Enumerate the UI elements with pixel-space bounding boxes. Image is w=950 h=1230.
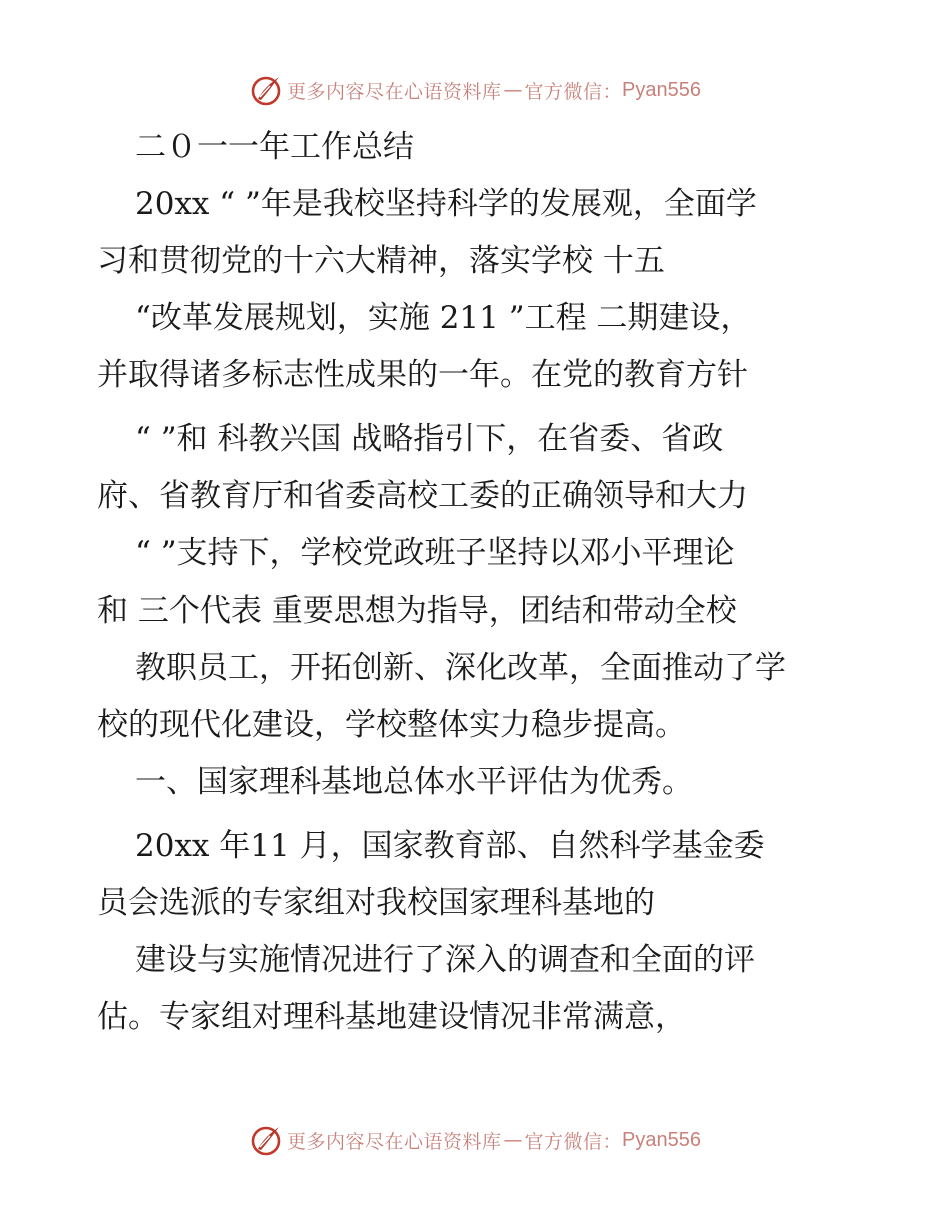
watermark-official-label: 官方微信： (524, 1130, 623, 1153)
body-line: 20xx “ ”年是我校坚持科学的发展观，全面学 (135, 186, 757, 222)
body-line: “ ”支持下，学校党政班子坚持以邓小平理论 (135, 535, 735, 571)
watermark-wechat-id: Pyan556 (622, 1128, 701, 1151)
body-line: 估。专家组对理科基地建设情况非常满意， (97, 999, 686, 1035)
body-line: 教职员工，开拓创新、深化改革，全面推动了学 (135, 650, 786, 686)
body-line: 府、省教育厅和省委高校工委的正确领导和大力 (97, 478, 748, 514)
body-line: 习和贯彻党的十六大精神，落实学校 十五 (97, 243, 665, 279)
quill-logo-icon (249, 1123, 283, 1157)
body-line: 校的现代化建设，学校整体实力稳步提高。 (97, 707, 686, 743)
section-heading: 一、国家理科基地总体水平评估为优秀。 (135, 764, 693, 800)
quill-logo-icon (249, 73, 283, 107)
watermark-brand-text: 更多内容尽在心语资料库 (287, 1130, 502, 1153)
body-line: 并取得诸多标志性成果的一年。在党的教育方针 (97, 357, 748, 393)
body-line: 20xx 年11 月，国家教育部、自然科学基金委 (135, 828, 765, 864)
watermark-brand-text: 更多内容尽在心语资料库 (287, 80, 502, 103)
watermark-separator: — (503, 1129, 523, 1151)
body-line: “ ”和 科教兴国 战略指引下，在省委、省政 (135, 421, 724, 457)
body-line: 和 三个代表 重要思想为指导，团结和带动全校 (97, 593, 737, 629)
document-title: 二０一一年工作总结 (135, 129, 414, 165)
body-line: 员会选派的专家组对我校国家理科基地的 (97, 885, 655, 921)
watermark-header (0, 70, 950, 110)
watermark-footer (0, 1120, 950, 1160)
watermark-wechat-id: Pyan556 (622, 78, 701, 101)
watermark-official-label: 官方微信： (524, 80, 623, 103)
body-line: “改革发展规划，实施 211 ”工程 二期建设， (135, 300, 752, 336)
watermark-separator: — (503, 79, 523, 101)
body-line: 建设与实施情况进行了深入的调查和全面的评 (135, 942, 755, 978)
